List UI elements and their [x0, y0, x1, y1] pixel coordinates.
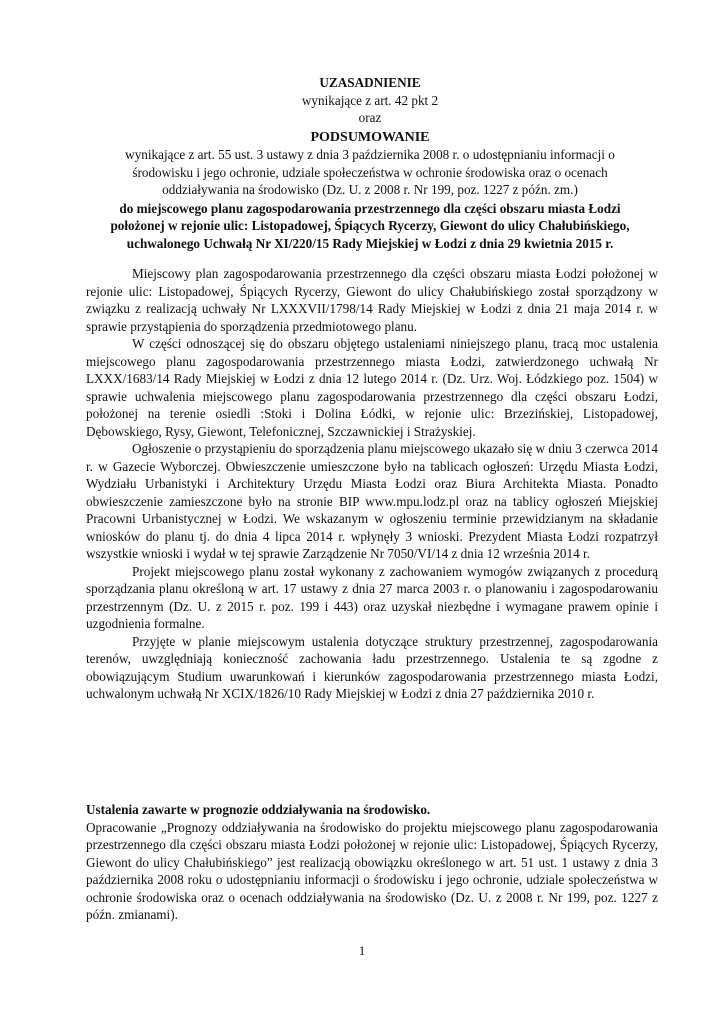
title-subline-2: oraz	[358, 110, 382, 125]
main-body	[86, 265, 658, 703]
document-header	[100, 74, 640, 252]
forecast-section	[86, 801, 658, 924]
document-title: UZASADNIENIE	[319, 75, 421, 90]
paragraph: Przyjęte w planie miejscowym ustalenia dotyczące struktury przestrzennej, zagospodarowania terenów, uwzględniają konieczność zachowania ładu przestrzennego. Ustalenia te są zgodne z obowiązującym Studium uwarunkowań i kierunków zagospodarowania przestrzennego miasta Łodzi, uchwalonym uchwałą Nr XCIX/1826/10 Rady Miejskiej w Łodzi z dnia 27 października 2010 r.	[86, 633, 658, 701]
paragraph: Miejscowy plan zagospodarowania przestrzennego dla części obszaru miasta Łodzi położonej w rejonie ulic: Listopadowej, Śpiących Rycerzy, Giewont do ulicy Chałubińskiego został sporządzony w związku z realizacją uchwały Nr LXXXVII/1798/14 Rady Miejskiej w Łodzi z dnia 21 maja 2014 r. w sprawie przystąpienia do sporządzenia przedmiotowego planu.	[86, 266, 658, 334]
document-title-2: PODSUMOWANIE	[310, 129, 430, 145]
legal-basis-text: wynikające z art. 55 ust. 3 ustawy z dnia 3 października 2008 r. o udostępnianiu informacji o środowisku i jego ochronie, udziale społeczeństwa w ochronie środowiska oraz o ocenach oddziaływania na środowisko (Dz. U. z 2008 r. Nr 199, poz. 1227 z późn. zm.)	[125, 147, 615, 197]
paragraph: Projekt miejscowego planu został wykonany z zachowaniem wymogów związanych z procedurą sporządzania planu określoną w art. 17 ustawy z dnia 27 marca 2003 r. o planowaniu i zagospodarowaniu przestrzennym (Dz. U. z 2015 r. poz. 199 i 443) oraz uzyskał niezbędne i wymagane prawem opinie i uzgodnienia formalne.	[86, 563, 658, 631]
section-paragraph: Opracowanie „Prognozy oddziaływania na środowisko do projektu miejscowego planu zagospodarowania przestrzennego dla części obszaru miasta Łodzi położonej w rejonie ulic: Listopadowej, Śpiących Rycerzy, Giewont do ulicy Chałubińskiego” jest realizacją obowiązku określonego w art. 51 ust. 1 ustawy z dnia 3 października 2008 roku o udostępnianiu informacji o środowisku i jego ochronie, udziale społeczeństwa w ochronie środowiska oraz o ocenach oddziaływania na środowisko (Dz. U. z 2008 r. Nr 199, poz. 1227 z późn. zmianami).	[86, 819, 658, 922]
section-heading: Ustalenia zawarte w prognozie oddziaływania na środowisko.	[86, 802, 431, 817]
page-number: 1	[358, 943, 366, 958]
paragraph: W części odnoszącej się do obszaru objętego ustaleniami niniejszego planu, tracą moc ustalenia miejscowego planu zagospodarowania przestrzennego miasta Łodzi, zatwierdzonego uchwałą Nr LXXX/1683/14 Rady Miejskiej w Łodzi z dnia 12 lutego 2014 r. (Dz. Urz. Woj. Łódzkiego poz. 1504) w sprawie uchwalenia miejscowego planu zagospodarowania przestrzennego dla części obszaru Łodzi, położonej na terenie osiedli :Stoki i Dolina Łódki, w rejonie ulic: Brzezińskiej, Listopadowej, Dębowskiego, Rysy, Giewont, Telefonicznej, Szczawnickiej i Strażyskiej.	[86, 336, 658, 439]
plan-subject: do miejscowego planu zagospodarowania przestrzennego dla części obszaru miasta Łodzi położonej w rejonie ulic: Listopadowej, Śpiących Rycerzy, Giewont do ulicy Chałubińskiego, uchwalonego Uchwałą Nr XI/220/15 Rady Miejskiej w Łodzi z dnia 29 kwietnia 2015 r.	[110, 200, 630, 251]
title-subline-1: wynikające z art. 42 pkt 2	[301, 92, 439, 108]
paragraph: Ogłoszenie o przystąpieniu do sporządzenia planu miejscowego ukazało się w dniu 3 czerwca 2014 r. w Gazecie Wyborczej. Obwieszczenie umieszczone było na tablicach ogłoszeń: Urzędu Miasta Łodzi, Wydziału Urbanistyki i Architektury Urzędu Miasta Łodzi oraz Biura Architekta Miasta. Ponadto obwieszczenie zamieszczone było na stronie BIP www.mpu.lodz.pl oraz na tablicy ogłoszeń Miejskiej Pracowni Urbanistycznej w Łodzi. We wskazanym w ogłoszeniu terminie przewidzianym na składanie wniosków do planu tj. do dnia 4 lipca 2014 r. wpłynęły 3 wnioski. Prezydent Miasta Łodzi rozpatrzył wszystkie wnioski i wydał w tej sprawie Zarządzenie Nr 7050/VI/14 z dnia 12 września 2014 r.	[86, 441, 658, 561]
